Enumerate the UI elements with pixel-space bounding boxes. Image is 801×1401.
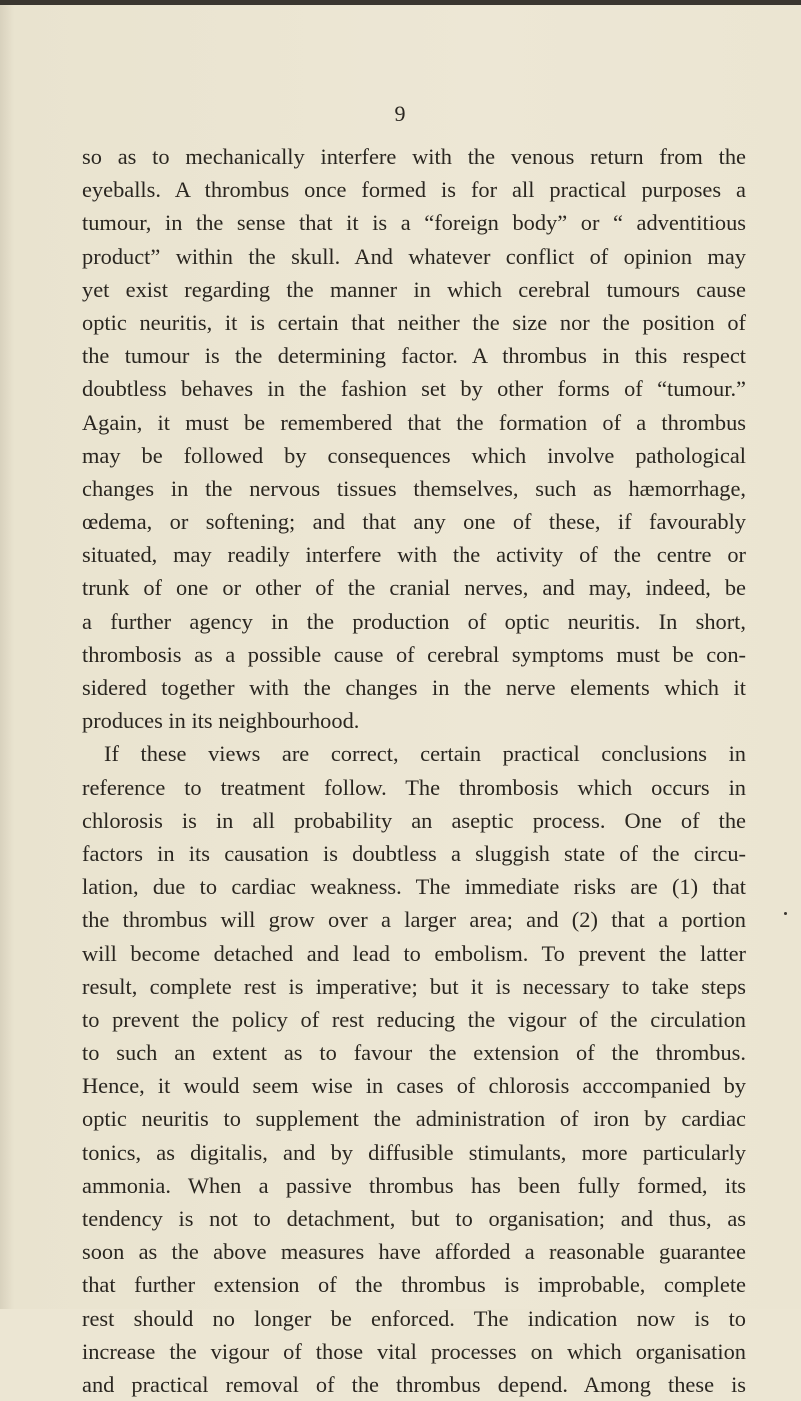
text-line: rest should no longer be enforced. The indication now is to: [82, 1305, 746, 1331]
text-line: lation, due to cardiac weakness. The immediate risks are (1) that: [82, 874, 746, 900]
text-line: tonics, as digitalis, and by diffusible stimulants, more particularly: [82, 1139, 746, 1165]
text-line: yet exist regarding the manner in which cerebral tumours cause: [82, 276, 746, 302]
text-line: Hence, it would seem wise in cases of chlorosis acccompanied by: [82, 1073, 746, 1099]
text-line: will become detached and lead to embolism. To prevent the latter: [82, 940, 746, 966]
paragraph-end-line: produces in its neighbourhood.: [82, 708, 360, 734]
text-line: may be followed by consequences which involve pathological: [82, 442, 746, 468]
text-line: factors in its causation is doubtless a sluggish state of the circu-: [82, 840, 746, 866]
text-line: tumour, in the sense that it is a “foreign body” or “ adventitious: [82, 210, 746, 236]
text-line: eyeballs. A thrombus once formed is for all practical purposes a: [82, 177, 746, 203]
text-line: product” within the skull. And whatever conflict of opinion may: [82, 243, 746, 269]
text-line: that further extension of the thrombus is improbable, complete: [82, 1272, 746, 1298]
text-line: soon as the above measures have afforded a reasonable guarantee: [82, 1239, 746, 1265]
text-line: optic neuritis to supplement the administration of iron by cardiac: [82, 1106, 746, 1132]
text-line: situated, may readily interfere with the activity of the centre or: [82, 542, 746, 568]
text-line: tendency is not to detachment, but to organisation; and thus, as: [82, 1206, 746, 1231]
text-line: the tumour is the determining factor. A thrombus in this respect: [82, 343, 746, 369]
text-line: and practical removal of the thrombus depend. Among these is: [82, 1371, 746, 1397]
text-line: œdema, or softening; and that any one of these, if favourably: [82, 509, 746, 535]
text-line: sidered together with the changes in the nerve elements which it: [82, 675, 746, 700]
text-line: thrombosis as a possible cause of cerebral symptoms must be con-: [82, 641, 746, 667]
text-line: reference to treatment follow. The thrombosis which occurs in: [82, 774, 746, 800]
margin-speck: [784, 912, 787, 915]
text-line: doubtless behaves in the fashion set by other forms of “tumour.”: [82, 376, 746, 402]
text-line: to prevent the policy of rest reducing the vigour of the circulation: [82, 1006, 746, 1032]
text-line: changes in the nervous tissues themselves, such as hæmorrhage,: [82, 475, 746, 501]
body-text: [82, 140, 746, 1401]
text-line: a further agency in the production of optic neuritis. In short,: [82, 608, 746, 634]
text-line: the thrombus will grow over a larger area; and (2) that a portion: [82, 907, 746, 933]
text-line: Again, it must be remembered that the formation of a thrombus: [82, 409, 746, 435]
text-line: chlorosis is in all probability an aseptic process. One of the: [82, 807, 746, 833]
text-line: ammonia. When a passive thrombus has been fully formed, its: [82, 1172, 746, 1198]
paragraph-start-line: If these views are correct, certain practical conclusions in: [104, 741, 746, 767]
page-top-edge: [0, 0, 801, 5]
text-line: trunk of one or other of the cranial nerves, and may, indeed, be: [82, 575, 746, 601]
page-number: 9: [394, 101, 407, 126]
text-line: increase the vigour of those vital processes on which organisation: [82, 1338, 746, 1364]
text-line: to such an extent as to favour the extension of the thrombus.: [82, 1040, 746, 1066]
text-line: result, complete rest is imperative; but it is necessary to take steps: [82, 973, 746, 999]
text-line: so as to mechanically interfere with the venous return from the: [82, 144, 746, 169]
text-line: optic neuritis, it is certain that neither the size nor the position of: [82, 309, 746, 335]
